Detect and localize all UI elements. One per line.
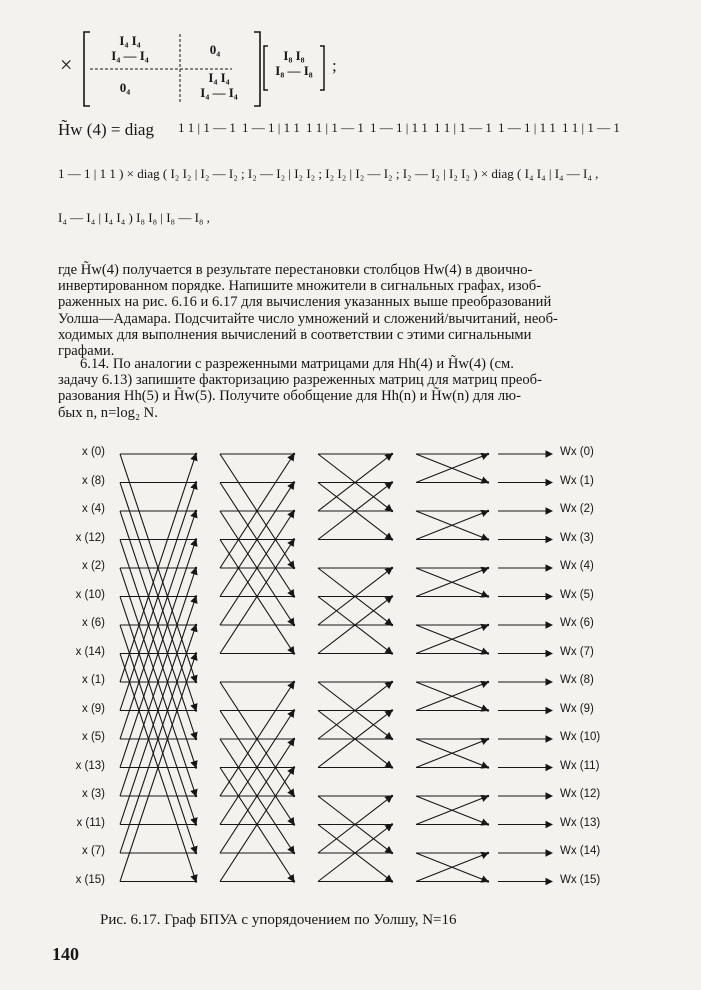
graph-node <box>293 538 295 540</box>
graph-node <box>391 453 393 455</box>
graph-node <box>195 852 197 854</box>
graph-node <box>391 538 393 540</box>
output-label: Wx (0) <box>560 446 594 458</box>
output-label: Wx (9) <box>560 702 594 715</box>
graph-node <box>293 823 295 825</box>
input-label: x (2) <box>82 560 105 572</box>
graph-node <box>487 880 489 882</box>
input-label: x (12) <box>75 531 105 544</box>
block-d: I₄ I₄ I₄ — I₄ <box>200 70 238 100</box>
graph-node <box>293 510 295 512</box>
block-b: 0₄ <box>209 42 221 57</box>
graph-node <box>293 481 295 483</box>
paragraph-line: бых n, n=log₂ N. <box>58 404 158 421</box>
graph-node <box>391 795 393 797</box>
graph-node <box>293 567 295 569</box>
graph-node <box>391 510 393 512</box>
output-label: Wx (5) <box>560 588 594 601</box>
graph-node <box>391 709 393 711</box>
input-label: x (5) <box>82 731 105 743</box>
block-i8: I₈ I₈ I₈ — I₈ <box>275 48 313 78</box>
graph-node <box>293 595 295 597</box>
graph-node <box>487 795 489 797</box>
graph-node <box>391 624 393 626</box>
graph-node <box>195 738 197 740</box>
graph-node <box>293 852 295 854</box>
paragraph-2 <box>58 356 632 421</box>
graph-node <box>293 795 295 797</box>
input-label: x (11) <box>76 816 105 829</box>
output-label: Wx (14) <box>560 845 601 857</box>
graph-node <box>391 738 393 740</box>
graph-node <box>391 481 393 483</box>
tail-semicolon: ; <box>332 56 337 75</box>
input-label: x (0) <box>82 446 105 458</box>
paragraph-line: раженных на рис. 6.16 и 6.17 для вычисления указанных выше преобразований <box>58 294 552 311</box>
graph-node <box>391 823 393 825</box>
output-label: Wx (11) <box>560 759 600 772</box>
block-c: 0₄ <box>119 80 131 95</box>
paragraph-1 <box>58 262 630 359</box>
graph-node <box>195 567 197 569</box>
input-label: x (6) <box>82 617 105 629</box>
matrix-block: 1 1 | 1 — 1 <box>562 120 620 135</box>
graph-node <box>487 709 489 711</box>
output-label: Wx (2) <box>560 503 594 515</box>
output-label: Wx (3) <box>560 531 594 544</box>
graph-node <box>391 652 393 654</box>
graph-node <box>293 738 295 740</box>
graph-node <box>487 567 489 569</box>
graph-node <box>195 795 197 797</box>
input-label: x (1) <box>82 674 105 686</box>
graph-node <box>487 823 489 825</box>
output-label: Wx (6) <box>560 617 594 629</box>
output-label: Wx (15) <box>560 873 601 886</box>
hw-lhs: H̃w (4) = diag <box>58 120 154 139</box>
graph-node <box>293 880 295 882</box>
paragraph-line: 6.14. По аналогии с разреженными матрицами для Hh(4) и H̃w(4) (см. <box>80 356 514 372</box>
graph-node <box>391 852 393 854</box>
output-label: Wx (12) <box>560 788 601 800</box>
graph-node <box>487 538 489 540</box>
input-label: x (14) <box>75 645 105 658</box>
hw-line1-blocks <box>178 110 658 150</box>
hw-line2: 1 — 1 | 1 1 ) × diag ( I₂ I₂ | I₂ — I₂ ; I₂ — I₂ | I₂ I₂ ; I₂ I₂ | I₂ — I₂ ; I₂ — I₂ | I₂ I₂ ) × diag ( I₄ I₄ | I₄ — I₄ , <box>58 166 599 181</box>
graph-node <box>195 595 197 597</box>
output-label: Wx (10) <box>560 731 601 743</box>
graph-node <box>391 880 393 882</box>
matrix-block: 1 — 1 | 1 1 <box>242 120 300 135</box>
graph-node <box>195 624 197 626</box>
graph-node <box>293 766 295 768</box>
output-label: Wx (1) <box>560 474 594 487</box>
graph-node <box>487 766 489 768</box>
graph-node <box>391 567 393 569</box>
input-label: x (8) <box>82 474 105 487</box>
paragraph-line: где H̃w(4) получается в результате перестановки столбцов Hw(4) в двоично- <box>58 262 533 278</box>
matrix-block: 1 — 1 | 1 1 <box>498 120 556 135</box>
graph-node <box>195 652 197 654</box>
graph-node <box>391 681 393 683</box>
graph-node <box>487 453 489 455</box>
graph-node <box>391 766 393 768</box>
input-label: x (10) <box>75 588 105 601</box>
input-label: x (3) <box>82 788 105 800</box>
paragraph-line: инвертированном порядке. Напишите множители в сигнальных графах, изоб- <box>58 278 542 295</box>
input-label: x (13) <box>75 759 105 772</box>
times-sign: × <box>60 52 73 77</box>
butterfly-graph <box>60 440 620 900</box>
graph-node <box>293 624 295 626</box>
graph-node <box>293 453 295 455</box>
paragraph-line: задачу 6.13) запишите факторизацию разреженных матриц для матриц преоб- <box>58 372 542 389</box>
output-label: Wx (4) <box>560 560 594 572</box>
paragraph-line: графами. <box>58 343 115 360</box>
graph-node <box>195 823 197 825</box>
graph-node <box>195 538 197 540</box>
graph-node <box>487 738 489 740</box>
input-label: x (9) <box>82 702 105 715</box>
graph-node <box>391 595 393 597</box>
figure-caption: Рис. 6.17. Граф БПУА с упорядочением по Уолшу, N=16 <box>100 912 457 928</box>
paragraph-line: Уолша—Адамара. Подсчитайте число умножений и сложений/вычитаний, необ- <box>58 310 558 327</box>
graph-node <box>487 481 489 483</box>
graph-node <box>195 453 197 455</box>
graph-node <box>487 595 489 597</box>
graph-node <box>487 652 489 654</box>
graph-node <box>195 481 197 483</box>
signal-flow-graph <box>60 440 620 900</box>
graph-node <box>195 681 197 683</box>
graph-node <box>293 709 295 711</box>
output-label: Wx (8) <box>560 674 594 686</box>
input-label: x (7) <box>82 845 105 857</box>
formula-hw <box>58 110 648 250</box>
paragraph-line: разования Hh(5) и H̃w(5). Получите обобщение для Hh(n) и H̃w(n) для лю- <box>58 388 521 405</box>
matrix-block: 1 — 1 | 1 1 <box>370 120 428 135</box>
graph-node <box>293 681 295 683</box>
graph-node <box>487 681 489 683</box>
page-number: 140 <box>52 944 79 964</box>
graph-node <box>195 766 197 768</box>
block-a: I₄ I₄ I₄ — I₄ <box>111 33 149 63</box>
graph-node <box>487 852 489 854</box>
hw-line3: I₄ — I₄ | I₄ I₄ ) I₈ I₈ | I₈ — I₈ , <box>58 210 210 225</box>
formula-top <box>60 30 390 110</box>
graph-node <box>487 624 489 626</box>
graph-node <box>195 510 197 512</box>
input-label: x (15) <box>75 873 105 886</box>
matrix-block: 1 1 | 1 — 1 <box>178 120 236 135</box>
output-label: Wx (13) <box>560 816 601 829</box>
paragraph-line: ходимых для выполнения вычислений в соответствии с этими сигнальными <box>58 326 532 343</box>
matrix-block: 1 1 | 1 — 1 <box>306 120 364 135</box>
graph-node <box>195 880 197 882</box>
graph-node <box>195 709 197 711</box>
graph-node <box>293 652 295 654</box>
input-label: x (4) <box>82 503 105 515</box>
graph-node <box>487 510 489 512</box>
output-label: Wx (7) <box>560 645 594 658</box>
matrix-block: 1 1 | 1 — 1 <box>434 120 492 135</box>
